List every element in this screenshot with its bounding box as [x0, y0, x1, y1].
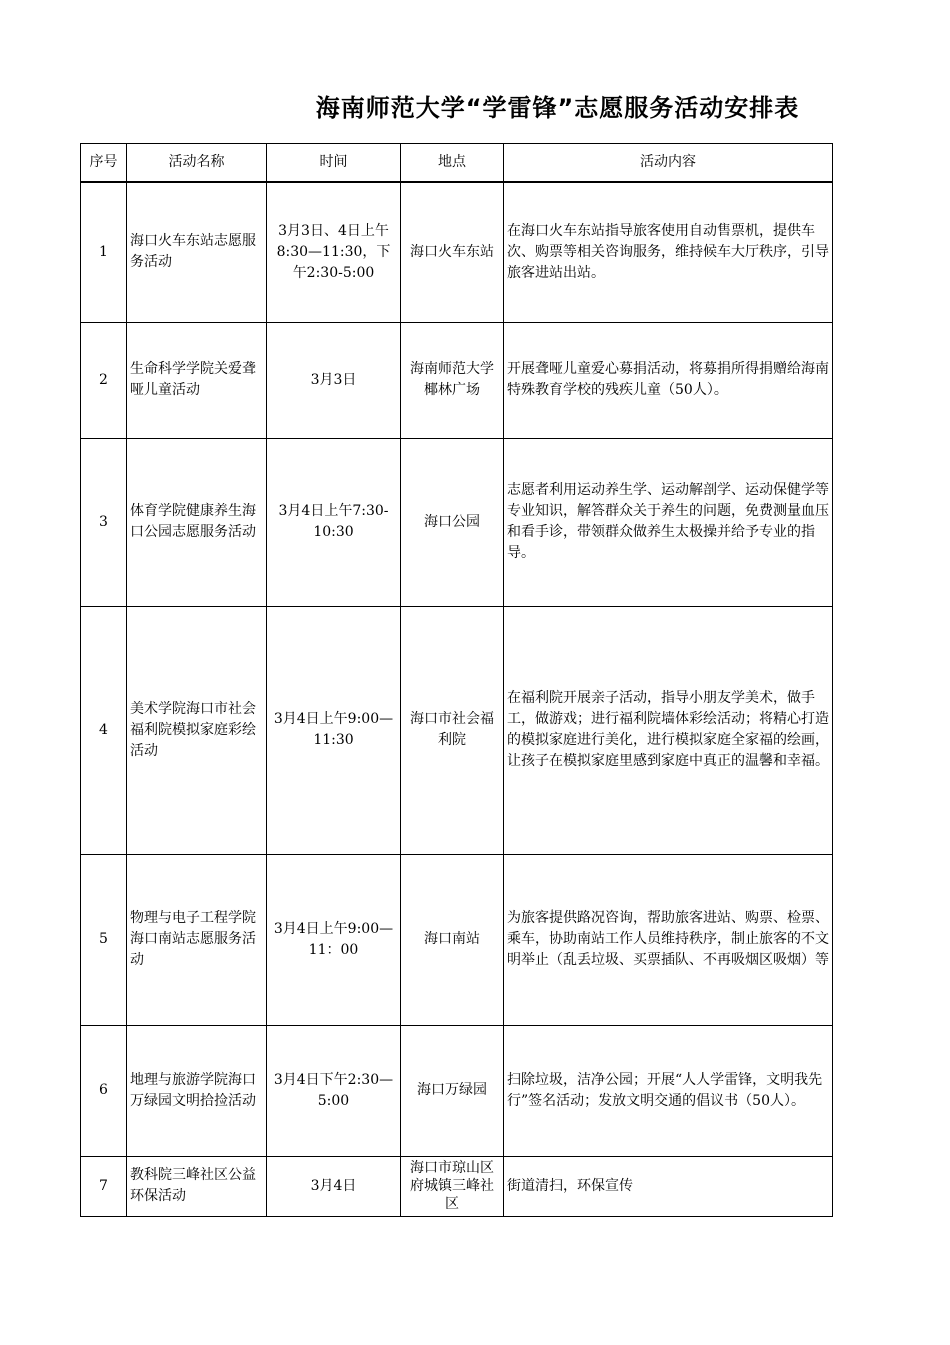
row-place: 海口市琼山区府城镇三峰社区 — [401, 1156, 504, 1216]
row-time: 3月4日上午9:00—11：00 — [267, 854, 401, 1025]
row-time: 3月4日上午9:00—11:30 — [267, 606, 401, 854]
row-name: 生命科学学院关爱聋哑儿童活动 — [127, 322, 267, 438]
header-content: 活动内容 — [504, 144, 833, 183]
row-place: 海口市社会福利院 — [401, 606, 504, 854]
row-no: 7 — [81, 1156, 127, 1216]
row-name: 海口火车东站志愿服务活动 — [127, 182, 267, 322]
table-row — [81, 438, 833, 606]
row-content: 在海口火车东站指导旅客使用自动售票机，提供车次、购票等相关咨询服务，维持候车大厅秩序，引导旅客进站出站。 — [504, 182, 833, 322]
row-name: 教科院三峰社区公益环保活动 — [127, 1156, 267, 1216]
row-place: 海口公园 — [401, 438, 504, 606]
header-no: 序号 — [81, 144, 127, 183]
table-row — [81, 606, 833, 854]
row-content: 开展聋哑儿童爱心募捐活动，将募捐所得捐赠给海南特殊教育学校的残疾儿童（50人）。 — [504, 322, 833, 438]
header-time: 时间 — [267, 144, 401, 183]
row-time: 3月4日上午7:30-10:30 — [267, 438, 401, 606]
row-content: 在福利院开展亲子活动，指导小朋友学美术，做手工，做游戏；进行福利院墙体彩绘活动；将精心打造的模拟家庭进行美化，进行模拟家庭全家福的绘画，让孩子在模拟家庭里感到家庭中真正的温馨和幸福。 — [504, 606, 833, 854]
row-place: 海南师范大学椰林广场 — [401, 322, 504, 438]
activity-table — [80, 143, 833, 1217]
table-row — [81, 322, 833, 438]
row-content: 为旅客提供路况咨询，帮助旅客进站、购票、检票、乘车，协助南站工作人员维持秩序，制止旅客的不文明举止（乱丢垃圾、买票插队、不再吸烟区吸烟）等 — [504, 854, 833, 1025]
table-row — [81, 1025, 833, 1156]
row-place: 海口南站 — [401, 854, 504, 1025]
table-row — [81, 182, 833, 322]
row-content: 志愿者利用运动养生学、运动解剖学、运动保健学等专业知识，解答群众关于养生的问题，免费测量血压和看手诊，带领群众做养生太极操并给予专业的指导。 — [504, 438, 833, 606]
row-no: 2 — [81, 322, 127, 438]
header-row — [81, 144, 833, 183]
row-time: 3月4日下午2:30—5:00 — [267, 1025, 401, 1156]
row-name: 美术学院海口市社会福利院模拟家庭彩绘活动 — [127, 606, 267, 854]
row-content: 扫除垃圾，洁净公园；开展“人人学雷锋，文明我先行”签名活动；发放文明交通的倡议书（50人）。 — [504, 1025, 833, 1156]
row-name: 体育学院健康养生海口公园志愿服务活动 — [127, 438, 267, 606]
table-row — [81, 1156, 833, 1216]
row-time: 3月4日 — [267, 1156, 401, 1216]
row-time: 3月3日 — [267, 322, 401, 438]
header-place: 地点 — [401, 144, 504, 183]
row-place: 海口火车东站 — [401, 182, 504, 322]
row-name: 地理与旅游学院海口万绿园文明拾捡活动 — [127, 1025, 267, 1156]
row-time: 3月3日、4日上午8:30—11:30，下午2:30-5:00 — [267, 182, 401, 322]
row-name: 物理与电子工程学院海口南站志愿服务活动 — [127, 854, 267, 1025]
header-name: 活动名称 — [127, 144, 267, 183]
row-no: 6 — [81, 1025, 127, 1156]
page-title: 海南师范大学“学雷锋”志愿服务活动安排表 — [315, 94, 800, 122]
row-no: 5 — [81, 854, 127, 1025]
table-row — [81, 854, 833, 1025]
row-no: 4 — [81, 606, 127, 854]
row-content: 街道清扫，环保宣传 — [504, 1156, 833, 1216]
row-no: 3 — [81, 438, 127, 606]
row-no: 1 — [81, 182, 127, 322]
row-place: 海口万绿园 — [401, 1025, 504, 1156]
